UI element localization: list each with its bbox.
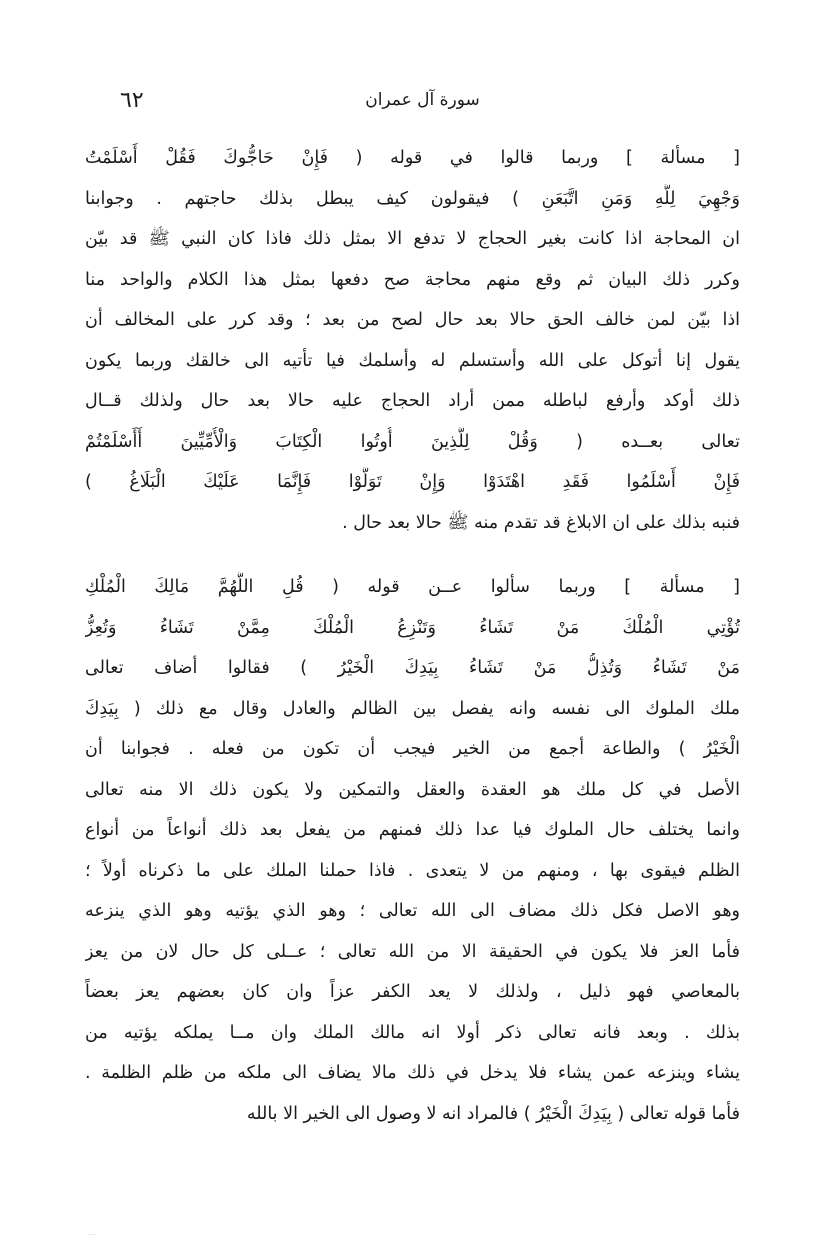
text-line: تعالى بعــده ( وَقُلْ لِلَّذِينَ أُوتُوا الْكِتَابَ وَالْأُمِّيِّينَ أَأَسْلَمْتُمْ [85,432,740,452]
text-line: اذا بيّن لمن خالف الحق حالا بعد حال لصح من بعد ؛ وقد كرر على المخالف أن [85,310,740,330]
text-line: ذلك أوكد وأرفع لباطله ممن أراد الحجاج عليه حالا بعد حال ولذلك قــال [85,391,740,411]
text-line: مَنْ تَشَاءُ وَتُذِلُّ مَنْ تَشَاءُ بِيَدِكَ الْخَيْرُ ) فقالوا أضاف تعالى [85,658,740,678]
text-line: بالمعاصي فهو ذليل ، ولذلك لا يعد الكفر عزاً وان كان بعضهم يعز بعضاً [85,982,740,1002]
text-line: فَإِنْ أَسْلَمُوا فَقَدِ اهْتَدَوْا وَإِنْ تَوَلَّوْا فَإِنَّمَا عَلَيْكَ الْبَلَاغُ ) [85,472,740,492]
text-line: [ مسألة ] وربما سألوا عــن قوله ( قُلِ اللَّهُمَّ مَالِكَ الْمُلْكِ [85,577,740,597]
text-line: بذلك . وبعد فانه تعالى ذكر أولا انه مالك الملك وان مــا يملكه يؤتيه من [85,1023,740,1043]
text-line: فأما العز فلا يكون في الحقيقة الا من الله تعالى ؛ عــلى كل حال لان من يعز [85,942,740,962]
text-line: فأما قوله تعالى ( بِيَدِكَ الْخَيْرُ ) فالمراد انه لا وصول الى الخير الا بالله [246,1104,740,1124]
text-line: الظلم فيقوى بها ، ومنهم من لا يتعدى . فاذا حملنا الملك على ما ذكرناه أولاً ؛ [85,861,740,881]
text-line: الأصل في كل ملك هو العقدة والعقل والتمكين ولا يكون ذلك الا منه تعالى [85,780,740,800]
text-line: وانما يختلف حال الملوك فيا عدا ذلك فمنهم من يفعل بعد ذلك أنواعاً من أنواع [85,820,740,840]
text-line: فنبه بذلك على ان الابلاغ قد تقدم منه ﷺ حالا بعد حال . [342,513,740,533]
text-line: وَجْهِيَ لِلَّهِ وَمَنِ اتَّبَعَنِ ) فيقولون كيف يبطل بذلك حاجتهم . وجوابنا [85,189,740,209]
text-line: يقول إنا أتوكل على الله وأستسلم له وأسلمك فيا تأتيه الى خالقك وربما يكون [85,351,740,371]
text-line: [ مسألة ] وربما قالوا في قوله ( فَإِنْ حَاجُّوكَ فَقُلْ أَسْلَمْتُ [85,148,740,168]
running-title: سورة آل عمران [365,90,480,110]
text-line: ملك الملوك الى نفسه وانه يفصل بين الظالم والعادل وقال مع ذلك ( بِيَدِكَ [85,699,740,719]
text-line: الْخَيْرُ ) والطاعة أجمع من الخير فيجب أن تكون من فعله . فجوابنا أن [85,739,740,759]
text-line: وكرر ذلك البيان ثم وقع منهم محاجة صح دفعها بمثل هذا الكلام والواحد منا [85,270,740,290]
text-line: تُؤْتِي الْمُلْكَ مَنْ تَشَاءُ وَتَنْزِعُ الْمُلْكَ مِمَّنْ تَشَاءُ وَتُعِزُّ [85,618,740,638]
text-line: يشاء وينزعه عمن يشاء فلا يدخل في ذلك مالا يضاف الى ملكه من ظلم الظلمة . [85,1063,740,1083]
scan-mark: ... [88,1228,96,1237]
text-line: ان المحاجة اذا كانت بغير الحجاج لا تدفع الا بمثل ذلك فاذا كان النبي ﷺ قد بيّن [85,229,740,249]
page-number: ٦٢ [120,88,144,113]
page-header [120,84,725,124]
text-line: وهو الاصل فكل ذلك مضاف الى الله تعالى ؛ وهو الذي يؤتيه وهو الذي ينزعه [85,901,740,921]
